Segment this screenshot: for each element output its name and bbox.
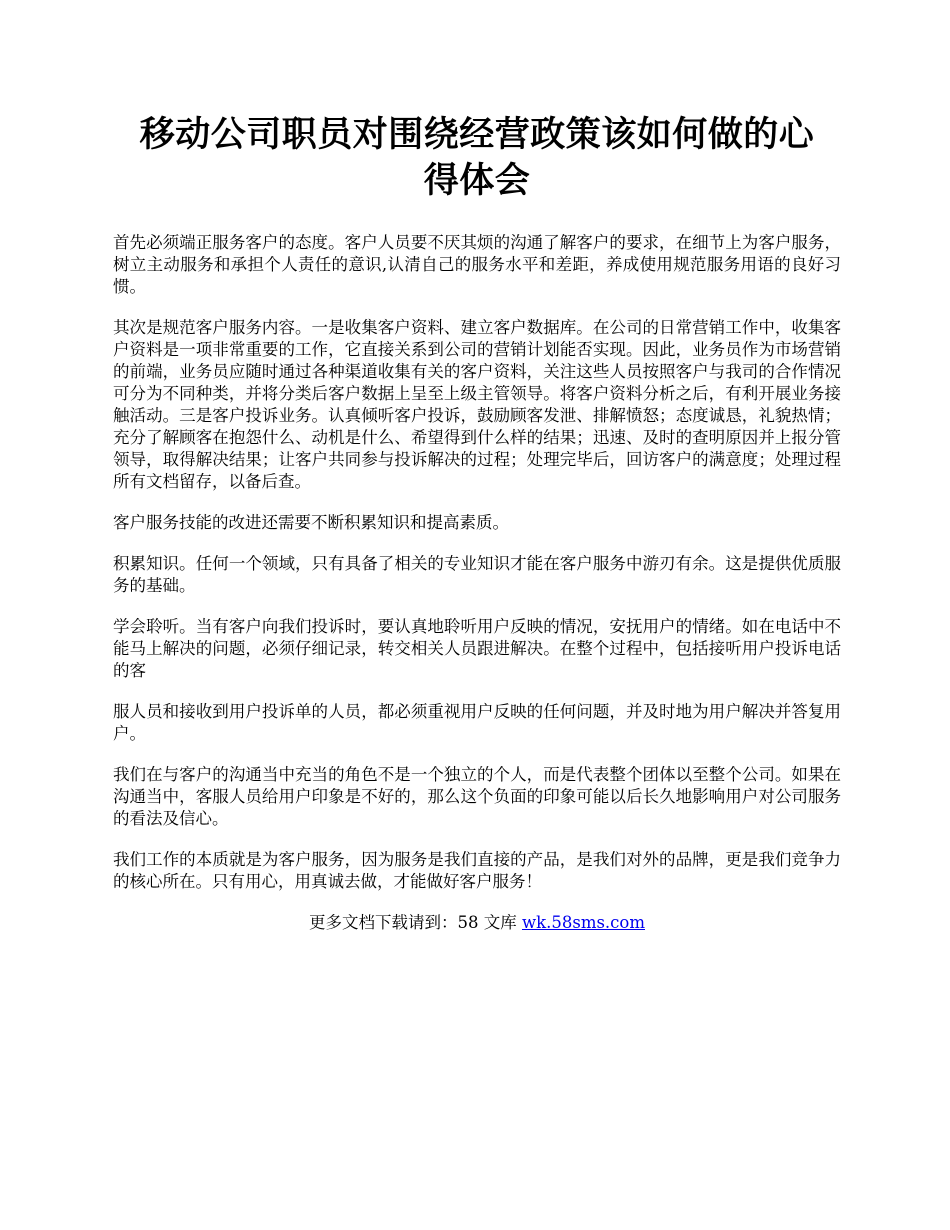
footer-prefix: 更多文档下载请到：58 文库	[308, 913, 522, 932]
document-page	[113, 112, 841, 934]
paragraph-knowledge: 积累知识。任何一个领域，只有具备了相关的专业知识才能在客户服务中游刃有余。这是提供优质服务的基础。	[113, 554, 841, 595]
footer	[113, 912, 841, 934]
paragraph-listening: 学会聆听。当有客户向我们投诉时，要认真地聆听用户反映的情况，安抚用户的情绪。如在电话中不能马上解决的问题，必须仔细记录，转交相关人员跟进解决。在整个过程中，包括接听用户投诉电话的客	[113, 617, 841, 680]
paragraph-essence: 我们工作的本质就是为客户服务，因为服务是我们直接的产品，是我们对外的品牌，更是我们竞争力的核心所在。只有用心，用真诚去做，才能做好客户服务！	[113, 850, 841, 891]
paragraph-service-content: 其次是规范客户服务内容。一是收集客户资料、建立客户数据库。在公司的日常营销工作中，收集客户资料是一项非常重要的工作，它直接关系到公司的营销计划能否实现。因此，业务员作为市场营销的前端，业务员应随时通过各种渠道收集有关的客户资料，关注这些人员按照客户与我司的合作情况可分为不同种类，并将分类后客户数据上呈至上级主管领导。将客户资料分析之后，有利开展业务接触活动。三是客户投诉业务。认真倾听客户投诉，鼓励顾客发泄、排解愤怒；态度诚恳，礼貌热情；充分了解顾客在抱怨什么、动机是什么、希望得到什么样的结果；迅速、及时的查明原因并上报分管领导，取得解决结果；让客户共同参与投诉解决的过程；处理完毕后，回访客户的满意度；处理过程所有文档留存，以备后查。	[113, 318, 841, 491]
paragraph-listening-continued: 服人员和接收到用户投诉单的人员，都必须重视用户反映的任何问题，并及时地为用户解决并答复用户。	[113, 702, 841, 743]
paragraph-attitude: 首先必须端正服务客户的态度。客户人员要不厌其烦的沟通了解客户的要求，在细节上为客户服务，树立主动服务和承担个人责任的意识,认清自己的服务水平和差距，养成使用规范服务用语的良好习惯。	[113, 233, 841, 296]
paragraph-skills: 客户服务技能的改进还需要不断积累知识和提高素质。	[113, 513, 509, 532]
document-body	[113, 232, 841, 893]
paragraph-role: 我们在与客户的沟通当中充当的角色不是一个独立的个人，而是代表整个团体以至整个公司。如果在沟通当中，客服人员给用户印象是不好的，那么这个负面的印象可能以后长久地影响用户对公司服务的看法及信心。	[113, 765, 841, 828]
title-line-2: 得体会	[423, 160, 531, 201]
title-line-1: 移动公司职员对围绕经营政策该如何做的心	[139, 114, 815, 155]
page-title	[113, 112, 841, 204]
footer-link[interactable]: wk.58sms.com	[521, 913, 645, 932]
